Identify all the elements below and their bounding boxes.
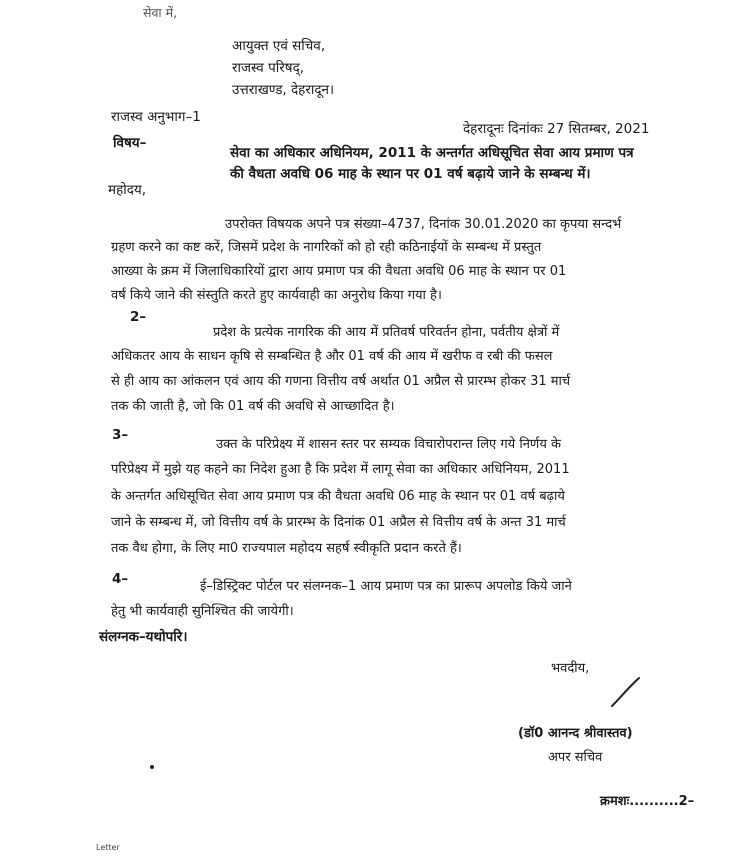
subject-label: विषय– [113, 135, 147, 151]
place-date: देहरादूनः दिनांकः 27 सितम्बर, 2021 [463, 121, 650, 137]
continuation-marker: क्रमशः..........2– [600, 794, 695, 809]
signatory-name: (डॉ0 आनन्द श्रीवास्तव) [518, 726, 633, 741]
signatory-title: अपर सचिव [548, 750, 603, 765]
enclosure-note: संलग्नक–यथोपरि। [99, 629, 188, 645]
para2-line-4: तक की जाती है, जो कि 01 वर्ष की अवधि से आच्छादित है। [111, 399, 395, 414]
para2-line-3: से ही आय का आंकलन एवं आय की गणना वित्तीय वर्ष अर्थात 01 अप्रैल से प्रारम्भ होकर 31 मार्च [111, 374, 571, 389]
para3-number: 3– [112, 427, 129, 443]
para3-line-4: जाने के सम्बन्ध में, जो वित्तीय वर्ष के प्रारम्भ के दिनांक 01 अप्रैल से वित्तीय वर्ष के अन्त 31 मार्च [111, 515, 566, 530]
para4-line-1: ई–डिस्ट्रिक्ट पोर्टल पर संलग्नक–1 आय प्रमाण पत्र का प्रारूप अपलोड किये जाने [200, 579, 572, 594]
para4-line-2: हेतु भी कार्यवाही सुनिश्चित की जायेगी। [111, 604, 294, 619]
para1-line-4: वर्ष किये जाने की संस्तुति करते हुए कार्यवाही का अनुरोध किया गया है। [111, 288, 442, 303]
salutation: महोदय, [108, 182, 147, 198]
footer-mark: Letter [96, 843, 120, 852]
para1-line-3: आख्या के क्रम में जिलाधिकारियों द्वारा आय प्रमाण पत्र की वैधता अवधि 06 माह के स्थान पर 01 [111, 264, 567, 279]
para3-line-5: तक वैध होगा, के लिए मा0 राज्यपाल महोदय सहर्ष स्वीकृति प्रदान करते हैं। [111, 541, 462, 556]
para3-line-2: परिप्रेक्ष्य में मुझे यह कहने का निदेश हुआ है कि प्रदेश में लागू सेवा का अधिकार अधिनियम, 2011 [111, 462, 570, 477]
subject-line-2: की वैधता अवधि 06 माह के स्थान पर 01 वर्ष बढ़ाये जाने के सम्बन्ध में। [230, 166, 591, 182]
para2-number: 2– [130, 309, 147, 325]
signature-mark [606, 672, 646, 712]
addressee-header-fragment: सेवा में, [143, 5, 178, 20]
addressee-line-3: उत्तराखण्ड, देहरादून। [232, 82, 335, 98]
speck-mark [150, 765, 154, 769]
addressee-line-2: राजस्व परिषद्, [232, 60, 305, 76]
section-name: राजस्व अनुभाग–1 [111, 109, 201, 125]
para2-line-1: प्रदेश के प्रत्येक नागरिक की आय में प्रतिवर्ष परिवर्तन होना, पर्वतीय क्षेत्रों में [213, 325, 560, 340]
para1-line-1: उपरोक्त विषयक अपने पत्र संख्या–4737, दिनांक 30.01.2020 का कृपया सन्दर्भ [225, 217, 622, 232]
subject-line-1: सेवा का अधिकार अधिनियम, 2011 के अन्तर्गत अधिसूचित सेवा आय प्रमाण पत्र [230, 145, 634, 161]
closing: भवदीय, [551, 661, 590, 676]
para3-line-1: उक्त के परिप्रेक्ष्य में शासन स्तर पर सम्यक विचारोपरान्त लिए गये निर्णय के [216, 437, 561, 452]
para4-number: 4– [112, 571, 129, 587]
para3-line-3: के अन्तर्गत अधिसूचित सेवा आय प्रमाण पत्र की वैधता अवधि 06 माह के स्थान पर 01 वर्ष बढ़ाये [111, 489, 565, 504]
addressee-line-1: आयुक्त एवं सचिव, [232, 38, 326, 54]
para1-line-2: ग्रहण करने का कष्ट करें, जिसमें प्रदेश के नागरिकों को हो रही कठिनाईयों के सम्बन्ध में प्रस्तुत [111, 240, 542, 255]
para2-line-2: अधिकतर आय के साधन कृषि से सम्बन्धित है और 01 वर्ष की आय में खरीफ व रबी की फसल [111, 349, 553, 364]
